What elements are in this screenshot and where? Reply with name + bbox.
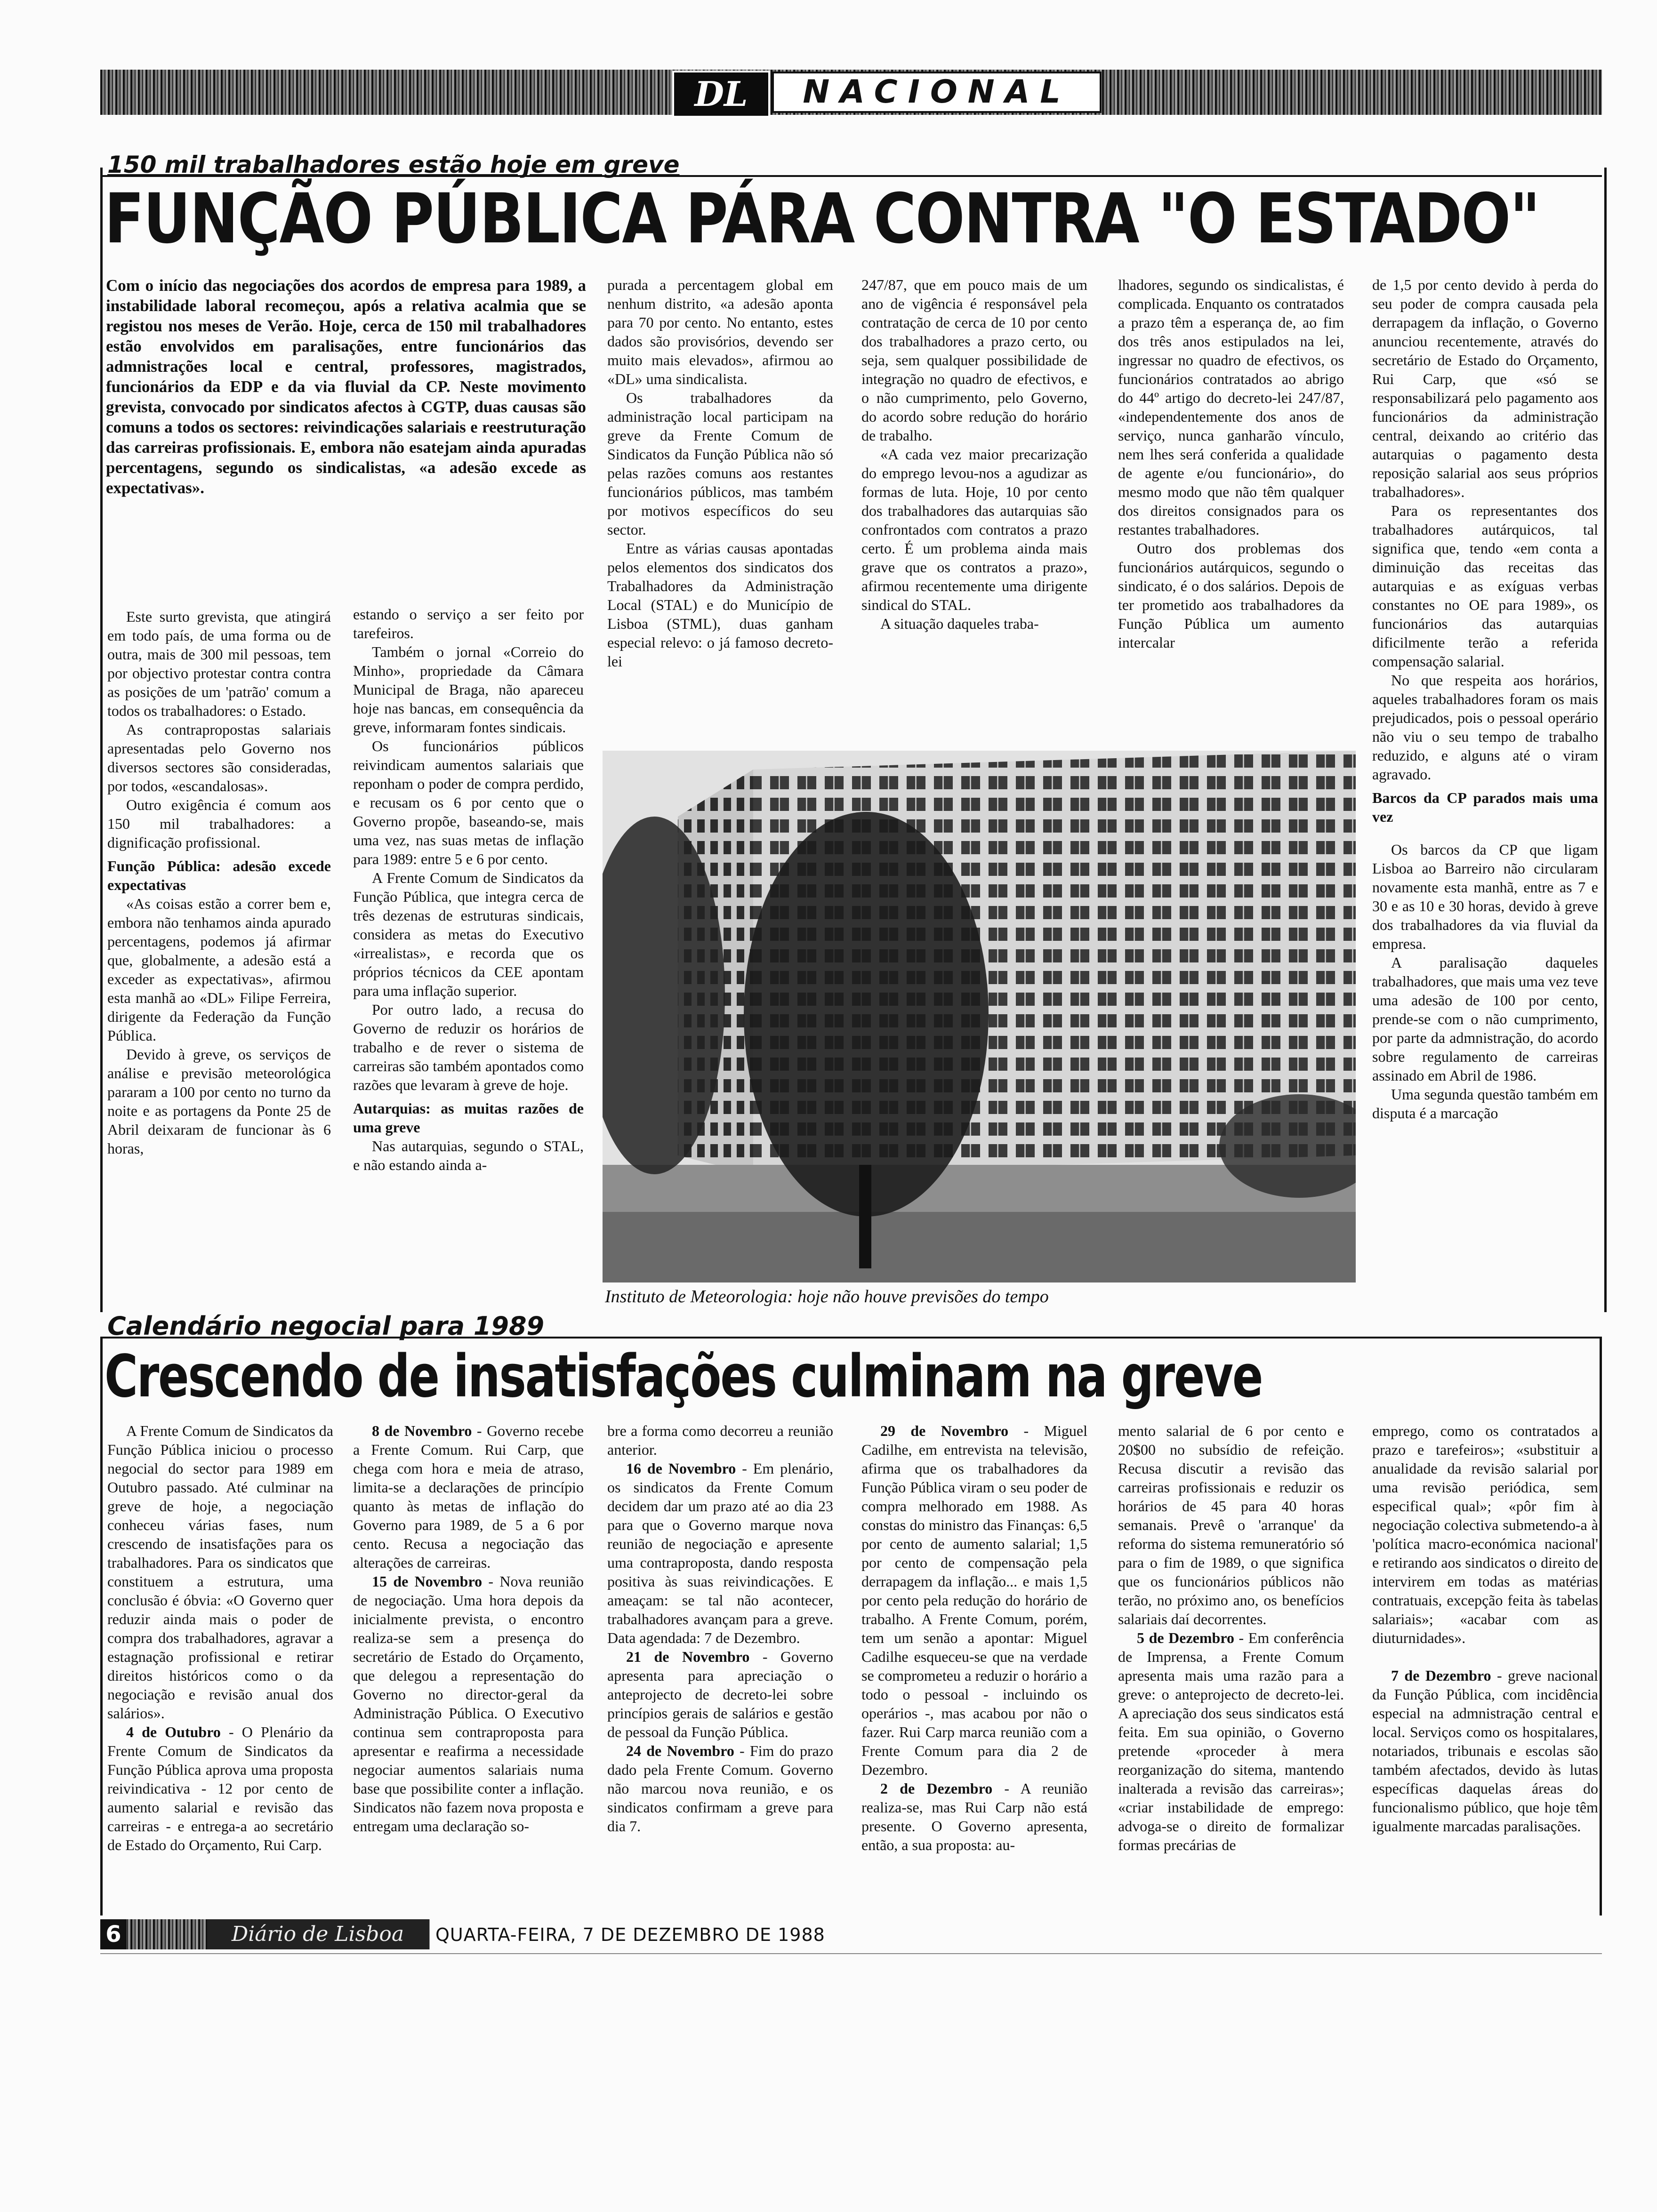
paper-name: Diário de Lisboa: [207, 1919, 428, 1949]
entry-text: - O Plenário da Frente Comum de Sindicatos da Função Pública aprova uma proposta reivindicativa - 12 por cento de aumento salarial e revisão das carreiras - e entrega-a ao secretário de Estado do Orçamento, Rui Carp.: [107, 1723, 334, 1853]
paragraph: Uma segunda questão também em disputa é a marcação: [1372, 1086, 1598, 1122]
date-label: 29 de Novembro: [880, 1422, 1009, 1439]
paragraph: de 1,5 por cento devido à perda do seu poder de compra causada pela derrapagem da inflação, o Governo anunciou recentemente, através do secretário de Estado do Orçamento, Rui Carp, que «só se responsabilizará pelo pagamento aos funcionários da administração central, deixando ao critério das autarquias o pagamento desta reposição salarial aos seus próprios trabalhadores».: [1372, 276, 1598, 500]
paragraph: Os trabalhadores da administração local participam na greve da Frente Comum de Sindicatos da Função Pública não só pelas razões comuns aos restantes funcionários públicos, mas também por motivos específicos do seu sector.: [607, 389, 833, 538]
page-number: 6: [100, 1919, 127, 1949]
date-label: 8 de Novembro: [372, 1422, 472, 1439]
entry-text: - Governo recebe a Frente Comum. Rui Carp, que chega com hora e meia de atraso, limita-se a declarações de princípio quanto às metas de inflação do Governo para 1989, de 5 a 6 por cento. Recusa a negociação das alterações de carreiras.: [353, 1422, 584, 1571]
entry-text: - Miguel Cadilhe, em entrevista na televisão, afirma que os trabalhadores da Função Pública viram o seu poder de compra melhorado em 1988. As constas do ministro das Finanças: 6,5 por cento de aumento salarial; 1,5 por cento de compensação pela derrapagem da inflação... e mais 1,5 por cento pela redução do horário de trabalho. A Frente Comum, porém, tem um senão a apontar: Miguel Cadilhe esqueceu-se que na verdade se comprometeu a reduzir o horário a todo o pessoal - incluindo os operários -, mas acabou por não o fazer. Rui Carp marca reunião com a Frente Comum para dia 2 de Dezembro.: [861, 1422, 1088, 1778]
footer-rule: [100, 1953, 1602, 1954]
entry-text: - Em conferência de Imprensa, a Frente Comum apresenta mais uma razão para a greve: o anteprojecto de decreto-lei. A apreciação dos seus sindicatos está feita. Em sua opinião, o Governo pretende «proceder à mera reorganização do sitema, mantendo inalterada a revisão das carreiras»; «criar instabilidade de emprego: advoga-se o direito de formalizar formas precárias de: [1118, 1629, 1344, 1853]
entry-text: - greve nacional da Função Pública, com incidência especial na admnistração central e local. Serviços como os hospitalares, notariados, tribunais e escolas são também afectados, devido às lutas específicas daquelas áreas do funcionalismo público, que hoje têm igualmente marcadas paralisações.: [1372, 1667, 1599, 1835]
article2-column-2: [353, 1421, 584, 1835]
paragraph: Por outro lado, a recusa do Governo de reduzir os horários de trabalho e de rever o sistema de carreiras são também apontados como razões que levaram à greve de hoje.: [353, 1001, 584, 1093]
date-label: 2 de Dezembro: [880, 1780, 993, 1797]
paragraph: purada a percentagem global em nenhum distrito, «a adesão aponta para 70 por cento. No entanto, estes dados são provisórios, devendo ser muito mais elevados», afirmou ao «DL» uma sindicalista.: [607, 276, 833, 387]
entry-text: bre a forma como decorreu a reunião anterior.: [607, 1422, 833, 1458]
dateline: QUARTA-FEIRA, 7 DE DEZEMBRO DE 1988: [435, 1924, 825, 1945]
paragraph: Este surto grevista, que atingirá em todo país, de uma forma ou de outra, mais de 300 mil pessoas, tem por objectivo protestar contra contra as posições de um 'patrão' comum a todos os trabalhadores: o Estado.: [107, 608, 331, 719]
entry-text: - Governo apresenta para apreciação o anteprojecto de decreto-lei sobre princípios gerais de salários e gestão de pessoal da Função Pública.: [607, 1648, 834, 1740]
subheading: Autarquias: as muitas razões de uma greve: [353, 1100, 584, 1136]
article1-column-2: [353, 605, 584, 1174]
bottom-frame-right: [1600, 1337, 1602, 1915]
article1-column-5: [1118, 275, 1344, 652]
article1-lead: [106, 275, 586, 498]
article1-column-6: [1372, 275, 1598, 1122]
paragraph: Os funcionários públicos reivindicam aumentos salariais que reponham o poder de compra perdido, e recusam os 6 por cento que o Governo propõe, baseando-se, mais uma vez, nas suas metas de inflação para 1989: entre 5 e 6 por cento.: [353, 737, 584, 867]
paragraph: Devido à greve, os serviços de análise e previsão meteorológica pararam a 100 por cento no turno da noite e as portagens da Ponte 25 de Abril deixaram de funcionar às 6 horas,: [107, 1046, 331, 1157]
date-label: 24 de Novembro: [626, 1742, 734, 1759]
article1-column-4: [861, 275, 1087, 633]
paragraph: A Frente Comum de Sindicatos da Função Pública, que integra cerca de três dezenas de estruturas sindicais, considera as metas do Executivo «irrealistas», e recorda que os próprios técnicos da CEE apontam para uma inflação superior.: [353, 869, 584, 999]
building-illustration: [603, 751, 1356, 1282]
article2-kicker: Calendário negocial para 1989: [107, 1311, 545, 1341]
date-label: 5 de Dezembro: [1137, 1629, 1234, 1646]
bottom-frame-left: [100, 1337, 103, 1915]
article2-column-3: [607, 1421, 833, 1835]
section-label: NACIONAL: [772, 72, 1102, 113]
photo-caption: Instituto de Meteorologia: hoje não houve previsões do tempo: [605, 1287, 1049, 1306]
entry-text: - Fim do prazo dado pela Frente Comum. Governo não marcou nova reunião, e os sindicatos confirmam a greve para dia 7.: [607, 1742, 833, 1835]
article1-column-1: [107, 607, 331, 1158]
paragraph: Outro exigência é comum aos 150 mil trabalhadores: a dignificação profissional.: [107, 796, 331, 851]
paragraph: Também o jornal «Correio do Minho», propriedade da Câmara Municipal de Braga, não apareceu hoje nas bancas, em consequência da greve, informaram fontes sindicais.: [353, 643, 584, 736]
date-label: 4 de Outubro: [126, 1723, 221, 1740]
paragraph: «A cada vez maior precarização do emprego levou-nos a agudizar as formas de luta. Hoje, 10 por cento dos trabalhadores das autarquias são confrontados com contratos a prazo certo. É um problema ainda mais grave que os contratos a prazo», afirmou recentemente uma dirigente sindical do STAL.: [861, 446, 1087, 613]
paragraph: A situação daqueles traba-: [880, 615, 1039, 632]
article2-headline: Crescendo de insatisfações culminam na greve: [105, 1343, 1263, 1411]
paragraph: As contrapropostas salariais apresentadas pelo Governo nos diversos sectores são consideradas, por todos, «escandalosas».: [107, 721, 331, 794]
paragraph: A paralisação daqueles trabalhadores, que mais uma vez teve uma adesão de 100 por cento, prende-se com o não cumprimento, por parte da admnistração, do acordo sobre regulamento de carreiras assinado em Abril de 1986.: [1372, 954, 1598, 1084]
date-label: 7 de Dezembro: [1391, 1667, 1491, 1684]
entry-text: - A reunião realiza-se, mas Rui Carp não está presente. O Governo apresenta, então, a sua proposta: au-: [861, 1780, 1087, 1853]
paragraph: lhadores, segundo os sindicalistas, é complicada. Enquanto os contratados a prazo têm a esperança de, ao fim dos três anos estipulados na lei, ingressar no quadro de efectivos, os funcionários contratados ao abrigo do 44º artigo do decreto-lei 247/87, «independentemente dos anos de serviço, nunca ganharão vínculo, nem lhes será conferida a qualidade de agente e/ou funcionário», do mesmo modo que não têm qualquer dos direitos consignados para os restantes trabalhadores.: [1118, 276, 1344, 538]
article1-column-3: [607, 275, 833, 671]
building-photo: [603, 751, 1356, 1282]
paragraph: Para os representantes dos trabalhadores autárquicos, tal significa que, tendo «em conta a diminuição das receitas das autarquias e as exíguas verbas constantes no OE para 1989», os funcionários das autarquias dificilmente terão a referida compensação salarial.: [1372, 502, 1598, 670]
article1-headline: FUNÇÃO PÚBLICA PÁRA CONTRA "O ESTADO": [105, 179, 1540, 259]
article2-column-4: [861, 1421, 1087, 1854]
entry-text: - Nova reunião de negociação. Uma hora depois da inicialmente prevista, o encontro realiza-se sem a presença do secretário de Estado do Orçamento, que delegou a representação do Governo no director-geral da Administração Pública. O Executivo continua sem contraproposta para apresentar e reafirma a necessidade negociar aumentos salariais numa base que possibilite conter a inflação. Sindicatos não fazem nova proposta e entregam uma declaração so-: [353, 1573, 584, 1835]
entry-text: mento salarial de 6 por cento e 20$00 no subsídio de refeição. Recusa discutir a revisão das carreiras profissionais e reduzir os horários de 45 para 40 horas semanais. Prevê o 'arranque' da reforma do sistema remuneratório só para o fim de 1989, o que significa que os funcionários públicos não terão, no próximo ano, os benefícios salariais daí decorrentes.: [1118, 1422, 1344, 1627]
date-label: 15 de Novembro: [372, 1573, 483, 1590]
date-label: 16 de Novembro: [626, 1460, 736, 1477]
paragraph: «As coisas estão a correr bem e, embora não tenhamos ainda apurado percentagens, podemos já afirmar que, globalmente, a adesão está a exceder as expectativas», afirmou esta manhã ao «DL» Filipe Ferreira, dirigente da Federação da Função Pública.: [107, 895, 331, 1044]
article2-column-1: [107, 1421, 333, 1854]
article2-column-6: [1372, 1421, 1598, 1835]
paragraph: Entre as várias causas apontadas pelos elementos dos sindicatos dos Trabalhadores da Administração Local (STAL) e do Município de Lisboa (STML), duas ganham especial relevo: o já famoso decreto-lei: [607, 540, 833, 670]
paragraph: estando o serviço a ser feito por tarefeiros.: [353, 606, 584, 641]
entry-text: - Em plenário, os sindicatos da Frente Comum decidem dar um prazo até ao dia 23 para que o Governo marque nova reunião de negociação e apresente uma contraproposta, dando resposta positiva às suas reivindicações. E ameaçam: se tal não acontecer, trabalhadores avançam para a greve. Data agendada: 7 de Dezembro.: [607, 1460, 834, 1646]
subheading: Barcos da CP parados mais uma vez: [1372, 789, 1598, 825]
dl-logo: DL: [672, 71, 770, 118]
entry-text: emprego, como os contratados a prazo e tarefeiros»; «substituir a anualidade da revisão salarial por uma revisão periódica, sem especifical qual»; «pôr fim à negociação colectiva submetendo-a à 'política macro-económica nacional' e retirando aos sindicatos o direito de intervirem em todas as matérias contratuais, excepção feita às tabelas salariais»; «acabar com as diuturnidades».: [1372, 1422, 1598, 1646]
lead-paragraph: Com o início das negociações dos acordos de empresa para 1989, a instabilidade laboral recomeçou, após a relativa acalmia que se registou nos meses de Verão. Hoje, cerca de 150 mil trabalhadores estão envolvidos em paralisações, entre funcionários das admnistrações local e central, professores, magistrados, funcionários da EDP e da via fluvial da CP. Neste movimento grevista, convocado por sindicatos afectos à CGTP, duas causas são comuns a todos os sectores: reivindicações salariais e reestruturação das carreiras profissionais. E, embora não esatejam ainda apuradas percentagens, segundo os sindicalistas, «a adesão excede as expectativas».: [106, 276, 586, 497]
paragraph: Nas autarquias, segundo o STAL, e não estando ainda a-: [353, 1138, 584, 1173]
paragraph: A Frente Comum de Sindicatos da Função Pública iniciou o processo negocial do sector para 1989 em Outubro passado. Até culminar na greve de hoje, a negociação conheceu várias fases, num crescendo de insatisfações para os trabalhadores. Para os sindicatos que constituem a estrutura, uma conclusão é óbvia: «O Governo quer reduzir ainda mais o poder de compra dos trabalhadores, agravar a estagnação profissional e retirar direitos históricos como o da negociação e revisão anual dos salários».: [107, 1422, 333, 1722]
paragraph: Os barcos da CP que ligam Lisboa ao Barreiro não circularam novamente esta manhã, entre as 7 e 30 e as 10 e 30 horas, devido à greve dos trabalhadores da via fluvial da empresa.: [1372, 841, 1598, 952]
subheading: Função Pública: adesão excede expectativas: [107, 858, 331, 893]
paragraph: Outro dos problemas dos funcionários autárquicos, segundo o sindicato, é o dos salários. Depois de ter prometido aos trabalhadores da Função Pública um aumento intercalar: [1118, 540, 1344, 651]
paragraph: No que respeita aos horários, aqueles trabalhadores foram os mais prejudicados, pois o pessoal operário não viu o seu tempo de trabalho reduzido, e alguns até o viram agravado.: [1372, 672, 1598, 783]
paragraph: 247/87, que em pouco mais de um ano de vigência é responsável pela contratação de cerca de 10 por cento dos trabalhadores a prazo certo, ou seja, sem qualquer possibilidade de integração no quadro de efectivos, e o não cumprimento, pelo Governo, do acordo sobre redução do horário de trabalho.: [861, 276, 1087, 444]
date-label: 21 de Novembro: [626, 1648, 750, 1665]
article1-kicker: 150 mil trabalhadores estão hoje em greve: [107, 151, 680, 178]
article2-column-5: [1118, 1421, 1344, 1854]
